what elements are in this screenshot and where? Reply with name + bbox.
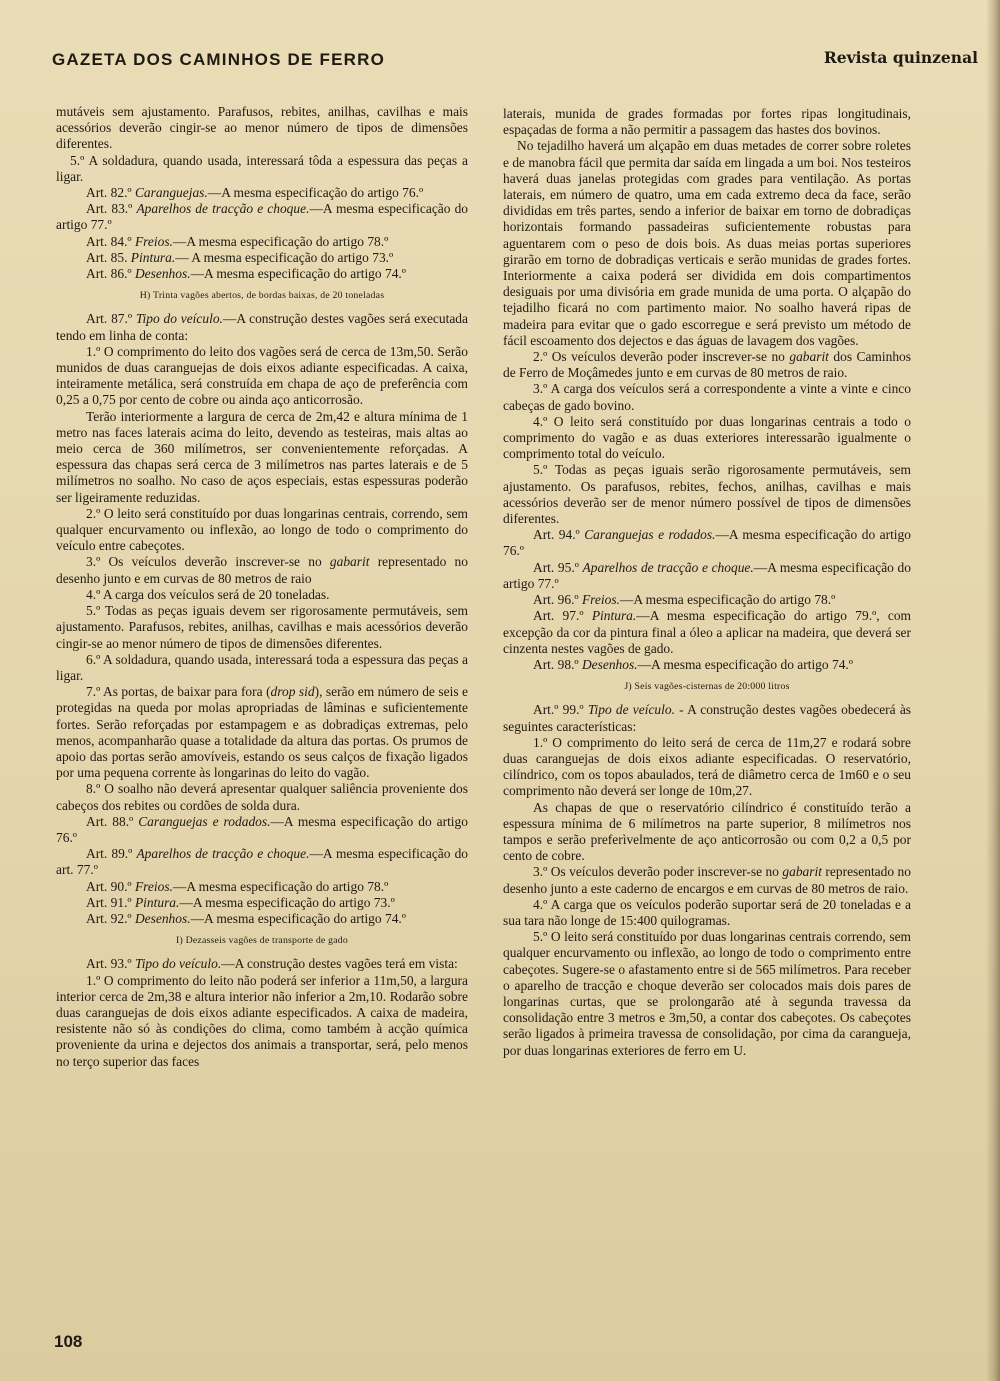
article-97: Art. 97.º Pintura.—A mesma especificação do artigo 79.º, com excepção da cor da pintura final a óleo a aplicar na madeira, que deverá ser cinzenta nestes vagões de gado. [503,608,912,656]
page-header [52,46,992,76]
page-number: 108 [54,1332,83,1351]
paragraph: 6.º A soldadura, quando usada, interessará toda a espessura das peças a ligar. [56,651,468,683]
article-88: Art. 88.º Caranguejas e rodados.—A mesma especificação do artigo 76.º [56,813,468,845]
paragraph: laterais, munida de grades formadas por fortes ripas longitudinais, espaçadas de forma a não permitir a passagem das hastes dos bovinos. [503,106,911,138]
paragraph: 4.º A carga dos veículos será de 20 toneladas. [86,586,330,602]
paragraph: 8.º O soalho não deverá apresentar qualquer saliência proveniente dos cabeços dos rebites ou cordões de solda dura. [56,781,468,813]
section-heading-i: I) Dezasseis vagões de transporte de gado [176,935,348,947]
article-90: Art. 90.º Freios.—A mesma especificação do artigo 78.º [86,878,389,894]
right-column [503,106,911,1059]
paragraph: mutáveis sem ajustamento. Parafusos, rebites, anilhas, cavilhas e mais acessórios deverão cingir-se ao menor número de tipos de dimensões diferentes. [56,104,468,152]
article-82: Art. 82.º Caranguejas.—A mesma especificação do artigo 76.º [86,185,424,201]
paragraph: 3.º Os veículos deverão poder inscrever-se no gabarit representado no desenho junto a este caderno de encargos e em curvas de 80 metros de raio. [503,864,911,896]
section-heading-h: H) Trinta vagões abertos, de bordas baixas, de 20 toneladas [139,290,385,302]
paragraph: 5.º A soldadura, quando usada, interessará tôda a espessura das peças a ligar. [56,152,468,184]
magazine-title: GAZETA DOS CAMINHOS DE FERRO [52,50,385,69]
article-92: Art. 92.º Desenhos.—A mesma especificação do artigo 74.º [86,910,406,926]
magazine-subtitle: Revista quinzenal [823,48,978,67]
paragraph: As chapas de que o reservatório cilíndrico é constituído terão a espessura mínima de 6 milímetros na parte superior, 8 milímetros nos tampos e serão preferìvelmente de aço anticorrosão ou com 0,2 a 0,5 por cento de cobre. [503,799,911,864]
article-89: Art. 89.º Aparelhos de tracção e choque.—A mesma especificação do art. 77.º [56,846,469,878]
article-86: Art. 86.º Desenhos.—A mesma especificação do artigo 74.º [86,266,406,282]
article-95: Art. 95.º Aparelhos de tracção e choque.—A mesma especificação do artigo 77.º [503,559,911,591]
paragraph: 4.º O leito será constituído por duas longarinas centrais a todo o comprimento do vagão e as duas exteriores interessarão igualmente o comprimento total do veículo. [503,413,911,462]
paragraph: 1.º O comprimento do leito não poderá ser inferior a 11m,50, a largura interior cerca de 2m,38 e altura interior não inferior a 2m,10. Rodarão sobre duas caranguejas de dois eixos adiante especificados. A caixa de madeira, resistente não só às condições do clima, como também à acção química proveniente da urina e dejectos dos animais a transportar, será, pelo menos no terço superior das faces [56,972,468,1069]
article-83: Art. 83.º Aparelhos de tracção e choque.—A mesma especificação do artigo 77.º [56,201,469,233]
article-85: Art. 85. Pintura.— A mesma especificação do artigo 73.º [86,249,394,265]
article-99: Art.º 99.º Tipo de veículo. - A construção destes vagões obedecerá às seguintes características: [503,702,912,734]
paragraph: 1.º O comprimento do leito dos vagões será de cerca de 13m,50. Serão munidos de duas caranguejas de dois eixos adiante especificadas. A caixa, inteiramente metálica, será construída em chapa de aço de preferência com 0,25 a 0,75 por cento de cobre ou ainda aço anticorrosão. [56,343,468,408]
paragraph: 3.º Os veículos deverão inscrever-se no gabarit representado no desenho junto e em curvas de 80 metros de raio [56,554,468,586]
paragraph: 1.º O comprimento do leito será de cerca de 11m,27 e rodará sobre duas caranguejas de dois eixos adiante especificadas. O reservatório, cilíndrico, com os topos abaulados, terá de diâmetro cerca de 1m60 e o seu comprimento não deverá ser longe de 10m,27. [503,734,911,799]
paragraph: 3.º A carga dos veículos será a correspondente a vinte a vinte e cinco cabeças de gado bovino. [503,381,911,413]
paragraph: 2.º Os veículos deverão poder inscrever-se no gabarit dos Caminhos de Ferro de Moçâmedes junto e em curvas de 80 metros de raio. [503,349,911,381]
section-heading-j: J) Seis vagões-cisternas de 20:000 litros [624,681,790,693]
paragraph: 5.º Todas as peças iguais serão rigorosamente permutáveis, sem ajustamento. Os parafusos, rebites, fechos, anilhas, cavilhas e mais acessórios deverão ser de menor número possível de tipos de dimensões diferentes. [503,462,911,527]
article-91: Art. 91.º Pintura.—A mesma especificação do artigo 73.º [86,894,395,910]
page-edge-shadow [986,0,1000,1381]
paragraph: 5.º Todas as peças iguais devem ser rigorosamente permutáveis, sem ajustamento. Parafusos, rebites, anilhas, cavilhas e mais acessórios deverão cingir-se ao menor número de tipos de dimensões diferentes. [56,603,468,651]
article-98: Art. 98.º Desenhos.—A mesma especificação do artigo 74.º [533,656,853,672]
article-96: Art. 96.º Freios.—A mesma especificação do artigo 78.º [533,592,836,608]
article-87: Art. 87.º Tipo do veículo.—A construção destes vagões será executada tendo em linha de conta: [56,311,468,343]
paragraph: 5.º O leito será constituído por duas longarinas centrais correndo, sem qualquer encurvamento ou inflexão, ao longo de todo o comprimento entre cabeçotes. Sugere-se o afastamento entre si de 565 milímetros. Para receber o aparelho de tracção e choque deverão ser colocados mais dois pares de longarinas curtas, que se prolongarão até à segunda travessa da consolidação entre 3 metros e 3m,50, a contar dos cabeçotes. Os cabeçotes serão ligados à primeira travessa de consolidação, por cima da carangueja, por duas longarinas exteriores de ferro em U. [503,929,911,1058]
left-column [56,104,468,1070]
paragraph: 2.º O leito será constituído por duas longarinas centrais, correndo, sem qualquer encurvamento ou inflexão, ao longo de todo o comprimento do veículo entre cabeçotes. [56,505,468,554]
paragraph: No tejadilho haverá um alçapão em duas metades de correr sobre roletes e de manobra fácil que permita dar saída em lingada a um boi. Nos testeiros haverá duas janelas protegidas com grades para ventilação. As portas laterais, em número de quatro, uma em cada extremo deca da face, serão divididas em três partes, sendo a inferior de baixar em torno de dobradiças horizontais formando passadeiras suficientemente robustas para aguentarem com o peso de dois bois. As duas meias portas superiores girarão em torno de dobradiças verticais e serão munidas de grades fortes. Interiormente a caixa poderá ser dividida em dois compartimentos desiguais por uma divisória em grade munida de uma porta. O alçapão do tejadilho ficará no com partimento maior. No soalho haverá ripas de madeira para evitar que o gado escorregue e será previsto um método de fácil escoamento dos dejectos e das águas de lavagem dos vagões. [503,138,911,348]
article-93: Art. 93.º Tipo do veículo.—A construção destes vagões terá em vista: [86,956,458,972]
paragraph: 7.º As portas, de baixar para fora (drop sid), serão em número de seis e protegidas na queda por molas apropriadas de lâminas e suficientemente fortes. Serão reforçadas por estampagem e as dobradiças extremas, pelo menos, acompanharão quase a totalidade da altura das portas. Os prumos de apoio das portas serão amovíveis, estando os seus calços de fixação ligados por uma pequena corrente às longarinas do leito do vagão. [56,684,468,781]
article-94: Art. 94.º Caranguejas e rodados.—A mesma especificação do artigo 76.º [503,527,911,559]
paragraph: 4.º A carga que os veículos poderão suportar será de 20 toneladas e a sua tara não longe de 15:400 quilogramas. [503,896,911,928]
paragraph: Terão interiormente a largura de cerca de 2m,42 e altura mínima de 1 metro nas faces laterais acima do leito, devendo as testeiras, mais altas ao meio cerca de 360 milímetros, ser convenientemente reforçadas. A espessura das chapas será cerca de 3 milímetros nas partes laterais e de 5 milímetros no soalho. No caso de aços especiais, estas espessuras poderão ser ligeiramente reduzidas. [56,408,468,505]
article-84: Art. 84.º Freios.—A mesma especificação do artigo 78.º [86,233,389,249]
